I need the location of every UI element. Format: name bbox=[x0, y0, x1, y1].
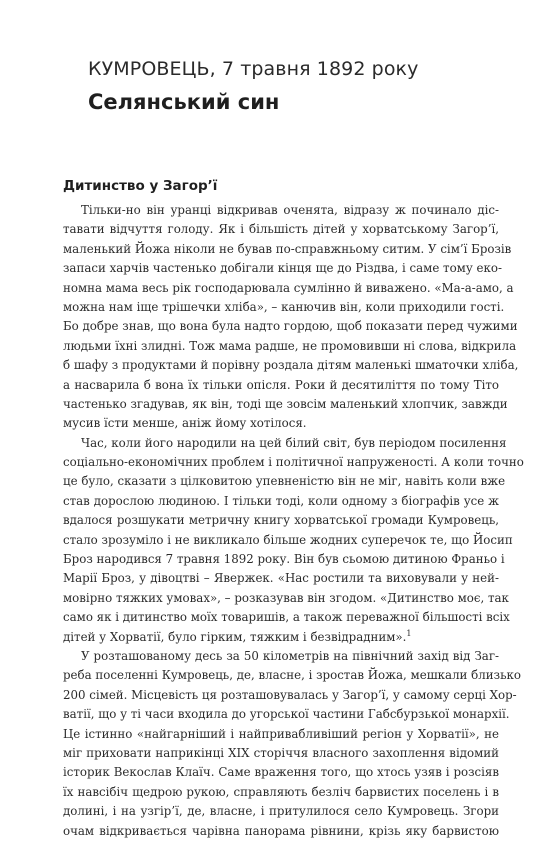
text-line: номна мама весь рік господарювала сумлінно й виважено. «Ма-а-амо, а bbox=[63, 280, 514, 295]
chapter-title: Селянський син bbox=[88, 90, 280, 114]
text-line: 200 сімей. Місцевість ця розташовувалась у Загор’ї, у самому серці Хор- bbox=[63, 687, 517, 702]
text-line: дітей у Хорватії, було гірким, тяжким і безвідрадним».$^1$ bbox=[63, 628, 412, 644]
text-line: стало зрозуміло і не викликало більше жодних суперечок те, що Йосип bbox=[63, 532, 513, 547]
text-line: соціально-економічних проблем і політичної напруженості. А коли точно bbox=[63, 455, 524, 470]
text-line: запаси харчів частенько добігали кінця ще до Різдва, і саме тому еко- bbox=[63, 261, 502, 276]
text-line: вдалося розшукати метричну книгу хорватської громади Кумровець, bbox=[63, 513, 499, 528]
text-line: історик Векослав Клаїч. Саме враження того, що хтось узяв і розсіяв bbox=[63, 765, 499, 780]
text-line: У розташованому десь за 50 кілометрів на північний захід від Заг- bbox=[81, 648, 499, 663]
text-line: можна нам іще трішечки хліба», – канючив він, коли приходили гості. bbox=[63, 299, 505, 314]
text-line: мовірно тяжких умовах», – розказував він згодом. «Дитинство моє, так bbox=[63, 590, 509, 605]
text-line: міг приховати наприкінці XIX сторіччя власного захоплення відомий bbox=[63, 745, 499, 760]
text-line: став дорослою людиною. І тільки тоді, коли одному з біографів усе ж bbox=[63, 493, 499, 508]
text-line: маленький Йожа ніколи не бував по-справжньому ситим. У сім’ї Брозів bbox=[63, 241, 512, 256]
paragraph bbox=[63, 647, 521, 841]
body-text bbox=[63, 201, 524, 841]
text-line: їх навсібіч щедрою рукою, справляють безліч барвистих поселень і в bbox=[63, 784, 499, 799]
section-title: Дитинство у Загор’ї bbox=[63, 178, 218, 194]
text-line: ватії, що у ті часи входила до угорської частини Габсбурзької монархії. bbox=[63, 707, 510, 722]
text-line: це було, сказати з цілковитою упевненістю він не міг, навіть коли вже bbox=[63, 474, 506, 489]
text-line: людьми їхні злидні. Тож мама радше, не промовивши ні слова, відкрила bbox=[63, 338, 517, 353]
text-line: Броз народився 7 травня 1892 року. Він був сьомою дитиною Франьо і bbox=[63, 552, 505, 567]
text-line: само як і дитинство моїх товаришів, а також переважної більшості всіх bbox=[63, 610, 510, 625]
text-line: б шафу з продуктами й порівну роздала дітям маленькі шматочки хліба, bbox=[63, 358, 519, 373]
chapter-heading bbox=[88, 58, 488, 114]
text-line: Марії Броз, у дівоцтві – Явержек. «Нас ростили та виховували у ней- bbox=[63, 571, 499, 586]
text-line: очам відкривається чарівна панорама рівнини, крізь яку барвистою bbox=[63, 823, 499, 838]
paragraph bbox=[63, 201, 519, 434]
text-line: мусив їсти менше, аніж йому хотілося. bbox=[63, 416, 307, 431]
paragraph bbox=[63, 434, 524, 647]
text-line: Час, коли його народили на цей білий світ, був періодом посилення bbox=[81, 435, 507, 450]
text-line: Це істинно «найгарніший і найпривабливіший регіон у Хорватії», не bbox=[63, 726, 499, 741]
chapter-place-date: КУМРОВЕЦЬ, 7 травня 1892 року bbox=[88, 58, 419, 80]
text-line: а насварила б вона їх тільки опісля. Роки й десятиліття по тому Тіто bbox=[63, 377, 499, 392]
text-line: частенько згадував, як він, тоді ще зовсім маленький хлопчик, завжди bbox=[63, 396, 508, 411]
text-line: реба поселенні Кумровець, де, власне, і зростав Йожа, мешкали близько bbox=[63, 668, 521, 683]
footnote-mark[interactable]: 1 bbox=[406, 628, 412, 638]
text-line: Тільки-но він уранці відкривав оченята, відразу ж починало діс- bbox=[81, 203, 499, 217]
text-line: долині, і на узгір’ї, де, власне, і притулилося село Кумровець. Згори bbox=[63, 804, 499, 819]
text-line: Бо добре знав, що вона була надто гордою, щоб показати перед чужими bbox=[63, 319, 518, 334]
text-line: тавати відчуття голоду. Як і більшість дітей у хорватському Загор’ї, bbox=[63, 222, 499, 237]
